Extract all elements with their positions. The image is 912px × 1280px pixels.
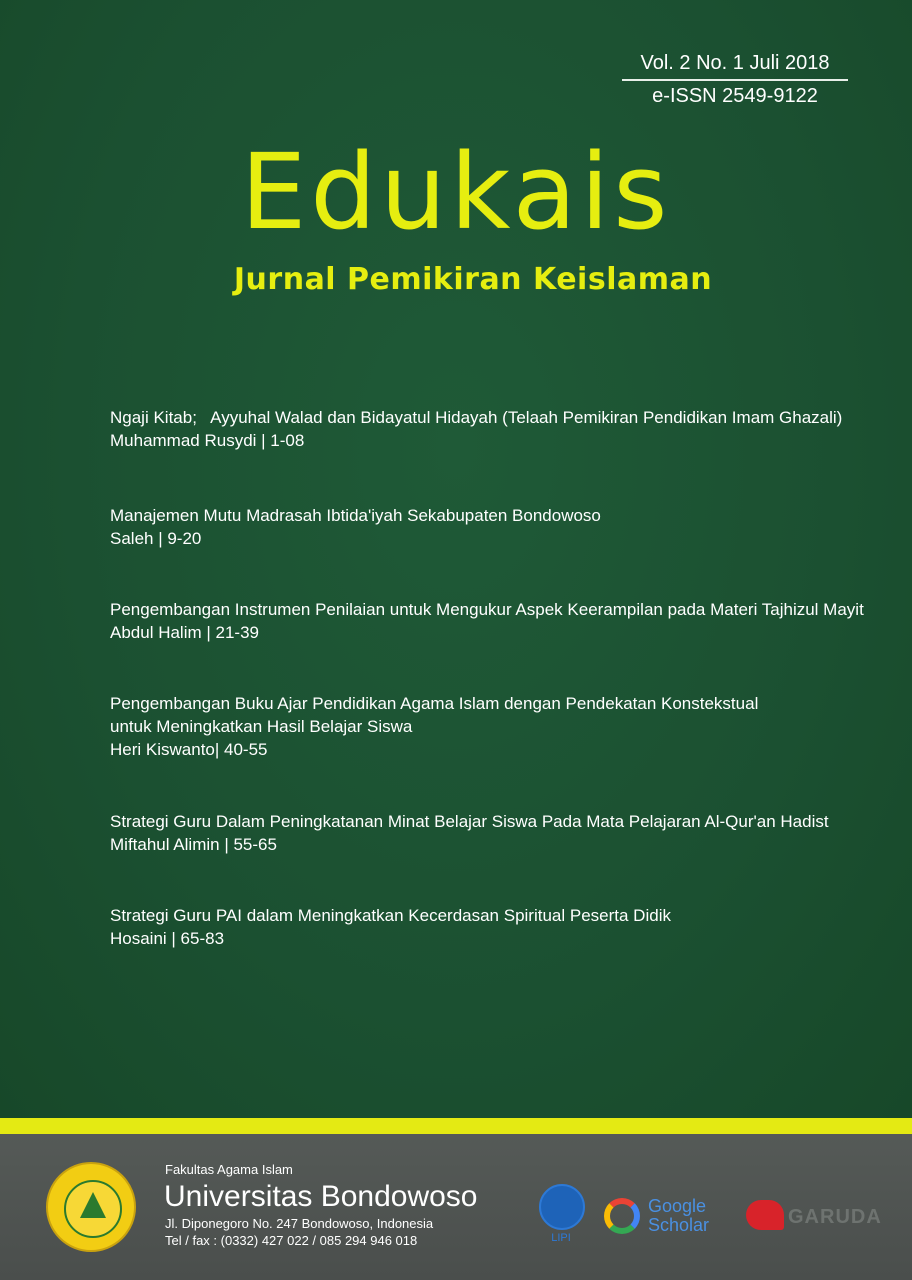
scholar-word-scholar: Scholar [648,1215,710,1235]
article-title-continued: untuk Meningkatkan Hasil Belajar Siswa [110,717,413,736]
faculty-name: Fakultas Agama Islam [165,1162,293,1177]
lipi-label: LIPI [551,1232,571,1244]
seal-emblem [64,1180,122,1238]
scholar-word-google: Google [648,1196,707,1216]
article-title: Pengembangan Buku Ajar Pendidikan Agama Islam dengan Pendekatan Konstekstual [110,694,759,713]
article-title: Strategi Guru PAI dalam Meningkatkan Kecerdasan Spiritual Peserta Didik [110,906,671,925]
article-title: Ngaji Kitab; Ayyuhal Walad dan Bidayatul Hidayah (Telaah Pemikiran Pendidikan Imam Ghazali) [110,408,843,427]
article-author-pages: Abdul Halim | 21-39 [110,623,259,642]
university-seal-logo [46,1162,136,1252]
garuda-label: GARUDA [788,1206,882,1228]
google-g-icon [604,1198,640,1234]
article-entry [110,406,842,452]
journal-title: Edukais [240,131,672,253]
university-name: Universitas Bondowoso [164,1180,478,1213]
yellow-divider-stripe [0,1118,912,1134]
university-phone: Tel / fax : (0332) 427 022 / 085 294 946 018 [165,1233,418,1248]
article-author-pages: Hosaini | 65-83 [110,929,225,948]
article-entry [110,598,864,644]
issue-info [622,52,848,108]
journal-subtitle: Jurnal Pemikiran Keislaman [233,262,713,297]
article-title: Pengembangan Instrumen Penilaian untuk Mengukur Aspek Keerampilan pada Materi Tajhizul Mayit [110,600,864,619]
article-title: Manajemen Mutu Madrasah Ibtida'iyah Sekabupaten Bondowoso [110,506,601,525]
article-author-pages: Heri Kiswanto| 40-55 [110,740,268,759]
garuda-bird-icon [746,1200,784,1230]
mountain-icon [80,1192,106,1218]
article-entry [110,504,601,550]
university-address: Jl. Diponegoro No. 247 Bondowoso, Indonesia [165,1216,434,1231]
google-scholar-logo [604,1196,724,1246]
article-entry [110,810,829,856]
eissn-number: e-ISSN 2549-9122 [652,85,818,107]
article-author-pages: Miftahul Alimin | 55-65 [110,835,277,854]
globe-icon [539,1184,585,1230]
article-author-pages: Muhammad Rusydi | 1-08 [110,431,305,450]
article-entry [110,904,671,950]
garuda-logo [746,1198,896,1238]
volume-number: Vol. 2 No. 1 Juli 2018 [622,52,848,81]
article-title: Strategi Guru Dalam Peningkatanan Minat Belajar Siswa Pada Mata Pelajaran Al-Qur'an Hadist [110,812,829,831]
article-author-pages: Saleh | 9-20 [110,529,202,548]
lipi-logo [536,1184,586,1250]
article-entry [110,692,758,761]
